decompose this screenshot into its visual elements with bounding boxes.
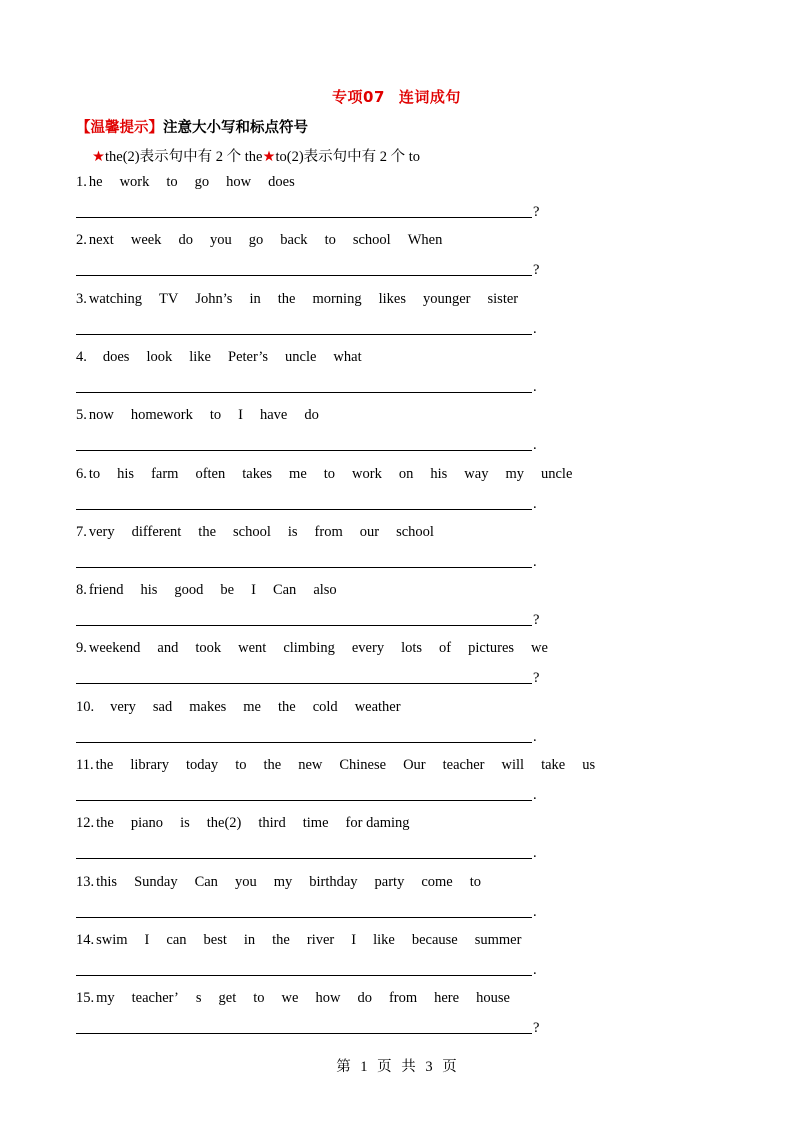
question-item	[76, 640, 565, 657]
question-word: I	[251, 582, 256, 599]
question-word: his	[430, 465, 448, 482]
question-word: I	[238, 407, 243, 424]
title-code: 专项07	[332, 88, 385, 106]
question-word: you	[234, 873, 257, 890]
question-word: here	[434, 990, 460, 1007]
question-item	[76, 524, 451, 541]
question-word: in	[243, 931, 256, 948]
answer-punctuation: ?	[533, 612, 540, 629]
question-word: morning	[312, 290, 362, 307]
answer-line[interactable]	[76, 334, 532, 335]
question-number: 4.	[76, 348, 87, 365]
question-word: I	[351, 931, 357, 948]
question-word: me	[243, 698, 261, 715]
question-word: our	[359, 523, 380, 540]
question-word: to	[469, 873, 482, 890]
question-item	[76, 174, 312, 191]
question-word: weekend	[88, 640, 141, 657]
question-word: is	[180, 815, 190, 832]
answer-punctuation: .	[533, 378, 537, 395]
question-word: school	[352, 232, 391, 249]
answer-line[interactable]	[76, 1033, 532, 1034]
question-word: his	[117, 465, 135, 482]
question-word: to	[324, 232, 336, 249]
question-word: to	[253, 990, 265, 1007]
tip-label: 【温馨提示】	[76, 120, 163, 136]
question-word: Can	[194, 873, 218, 890]
answer-line[interactable]	[76, 450, 532, 451]
question-word: party	[374, 873, 405, 890]
question-word: what	[333, 348, 362, 365]
question-word: homework	[130, 407, 193, 424]
question-number: 15.	[76, 990, 95, 1007]
question-word: library	[130, 757, 169, 773]
question-word: do	[304, 407, 319, 424]
question-word: weather	[354, 698, 401, 715]
question-word: this	[96, 873, 118, 890]
question-word: very	[110, 698, 136, 715]
answer-punctuation: .	[533, 903, 537, 920]
question-word: When	[407, 232, 443, 249]
question-number: 6.	[76, 465, 87, 482]
question-word: of	[439, 640, 452, 657]
question-word: take	[541, 757, 566, 773]
question-word: is	[287, 523, 298, 540]
answer-line[interactable]	[76, 975, 532, 976]
question-word: on	[398, 465, 414, 482]
question-word: from	[388, 990, 418, 1007]
question-number: 7.	[76, 523, 87, 540]
question-word: time	[302, 815, 329, 832]
question-word: look	[146, 348, 173, 365]
question-word: the	[95, 757, 114, 773]
question-word: me	[289, 465, 307, 482]
question-word: Chinese	[339, 757, 387, 773]
question-number: 5.	[76, 407, 87, 424]
question-word: pictures	[468, 640, 515, 657]
answer-punctuation: .	[533, 728, 537, 745]
star-icon: ★	[262, 149, 276, 165]
question-word: to	[88, 465, 101, 482]
question-word: also	[313, 582, 337, 599]
question-word: farm	[151, 465, 179, 482]
star-icon: ★	[92, 149, 105, 165]
question-word: back	[280, 232, 308, 249]
question-number: 2.	[76, 232, 87, 249]
question-word: I	[144, 931, 150, 948]
answer-punctuation: .	[533, 961, 537, 978]
question-word: you	[209, 232, 232, 249]
question-word: TV	[159, 290, 179, 307]
answer-punctuation: .	[533, 495, 537, 512]
answer-punctuation: ?	[533, 204, 540, 220]
question-number: 11.	[76, 757, 94, 773]
question-word: my	[273, 873, 293, 890]
question-word: third	[258, 815, 286, 832]
question-word: today	[185, 757, 219, 773]
question-word: sad	[152, 698, 173, 715]
question-word: we	[531, 640, 548, 657]
answer-line[interactable]	[76, 742, 532, 743]
question-word: piano	[130, 815, 164, 832]
question-number: 9.	[76, 640, 87, 657]
question-word: Peter’s	[228, 348, 269, 365]
question-word: do	[357, 990, 372, 1007]
question-word: John’s	[195, 290, 233, 307]
answer-line[interactable]	[76, 683, 532, 684]
question-word: now	[88, 407, 114, 424]
question-word: the	[198, 523, 217, 540]
answer-line[interactable]	[76, 509, 532, 510]
question-item	[76, 232, 459, 249]
question-word: my	[96, 990, 115, 1007]
answer-line[interactable]	[76, 275, 532, 276]
question-item	[76, 582, 354, 599]
question-item	[76, 874, 498, 891]
question-word: from	[314, 523, 343, 540]
question-word: s	[195, 990, 202, 1007]
question-word: the	[277, 290, 296, 307]
question-word: the	[272, 931, 290, 948]
question-word: be	[220, 582, 235, 599]
answer-punctuation: .	[533, 553, 537, 570]
question-word: he	[88, 174, 103, 190]
question-word: new	[298, 757, 323, 773]
answer-line[interactable]	[76, 625, 532, 626]
note-part-1: the(2)表示句中有 2 个 the	[105, 149, 263, 165]
question-number: 3.	[76, 290, 87, 307]
answer-line[interactable]	[76, 217, 532, 218]
question-item	[76, 349, 379, 366]
question-item	[76, 466, 589, 483]
answer-line[interactable]	[76, 917, 532, 918]
question-word: work	[352, 465, 382, 482]
question-word: teacher	[442, 757, 485, 773]
question-word: swim	[96, 931, 128, 948]
question-word: takes	[242, 465, 273, 482]
question-word: will	[501, 757, 525, 773]
answer-punctuation: .	[533, 320, 537, 337]
question-word: summer	[474, 931, 522, 948]
page-title	[0, 86, 793, 107]
question-word: watching	[88, 290, 143, 307]
question-word: Can	[272, 582, 297, 599]
question-word: went	[238, 640, 267, 657]
question-word: school	[233, 523, 271, 540]
question-word: good	[174, 582, 204, 599]
answer-line[interactable]	[76, 567, 532, 568]
question-word: like	[189, 348, 211, 365]
question-word: do	[178, 232, 193, 249]
question-word: lots	[401, 640, 423, 657]
answer-punctuation: ?	[533, 262, 540, 279]
question-number: 8.	[76, 582, 87, 599]
question-number: 12.	[76, 815, 95, 832]
question-word: does	[268, 174, 295, 190]
question-word: the(2)	[206, 815, 242, 832]
question-word: younger	[422, 290, 471, 307]
question-item	[76, 699, 418, 716]
question-word: the	[96, 815, 114, 832]
question-word: to	[235, 757, 247, 773]
question-word: friend	[88, 582, 124, 599]
question-word: to	[323, 465, 336, 482]
question-word: go	[194, 174, 210, 190]
question-word: uncle	[285, 348, 317, 365]
question-word: how	[315, 990, 341, 1007]
question-word: birthday	[309, 873, 358, 890]
answer-punctuation: .	[533, 787, 537, 803]
answer-punctuation: .	[533, 437, 537, 454]
question-word: way	[464, 465, 489, 482]
question-word: like	[373, 931, 395, 948]
question-number: 1.	[76, 174, 87, 190]
question-word: can	[166, 931, 187, 948]
question-word: the	[263, 757, 282, 773]
question-word: get	[218, 990, 237, 1007]
question-word: in	[249, 290, 261, 307]
question-word: cold	[312, 698, 338, 715]
question-word: week	[130, 232, 162, 249]
question-word: Sunday	[134, 873, 178, 890]
question-word: climbing	[283, 640, 335, 657]
question-word: to	[209, 407, 222, 424]
question-word: house	[476, 990, 510, 1007]
question-number: 10.	[76, 698, 95, 715]
question-word: often	[195, 465, 226, 482]
question-word: his	[140, 582, 158, 599]
question-word: for daming	[345, 815, 410, 832]
question-number: 13.	[76, 873, 95, 890]
question-word: does	[102, 348, 130, 365]
question-word: have	[260, 407, 288, 424]
question-word: my	[505, 465, 524, 482]
question-word: different	[131, 523, 182, 540]
answer-punctuation: .	[533, 845, 537, 862]
question-word: we	[281, 990, 299, 1007]
question-number: 14.	[76, 931, 95, 948]
question-word: us	[582, 757, 596, 773]
question-word: river	[306, 931, 335, 948]
question-item	[76, 291, 535, 308]
tip-text: 注意大小写和标点符号	[163, 120, 308, 136]
question-item	[76, 757, 612, 774]
question-word: go	[248, 232, 264, 249]
question-item	[76, 932, 538, 949]
question-word: sister	[487, 290, 519, 307]
note-part-2: to(2)表示句中有 2 个 to	[275, 149, 421, 165]
question-word: makes	[189, 698, 227, 715]
question-word: next	[88, 232, 114, 249]
question-item	[76, 815, 427, 832]
question-word: teacher’	[131, 990, 179, 1007]
answer-line[interactable]	[76, 392, 532, 393]
answer-punctuation: ?	[533, 1020, 540, 1037]
question-item	[76, 407, 336, 424]
question-word: very	[88, 523, 115, 540]
question-word: school	[396, 523, 434, 540]
title-topic: 连词成句	[398, 88, 461, 106]
question-word: best	[203, 931, 227, 948]
question-word: and	[157, 640, 179, 657]
note-line	[92, 145, 420, 166]
question-word: come	[421, 873, 453, 890]
question-word: uncle	[540, 465, 573, 482]
question-word: took	[195, 640, 222, 657]
page-footer: 第 1 页 共 3 页	[336, 1059, 457, 1075]
answer-punctuation: ?	[533, 670, 540, 687]
question-word: because	[411, 931, 458, 948]
question-word: work	[119, 174, 150, 190]
question-word: how	[226, 174, 252, 190]
question-word: the	[278, 698, 296, 715]
question-word: likes	[378, 290, 406, 307]
question-word: Our	[403, 757, 426, 773]
question-word: every	[351, 640, 385, 657]
answer-line[interactable]	[76, 858, 532, 859]
tip-line	[76, 116, 308, 137]
question-word: to	[166, 174, 178, 190]
question-item	[76, 990, 527, 1007]
answer-line[interactable]	[76, 800, 532, 801]
